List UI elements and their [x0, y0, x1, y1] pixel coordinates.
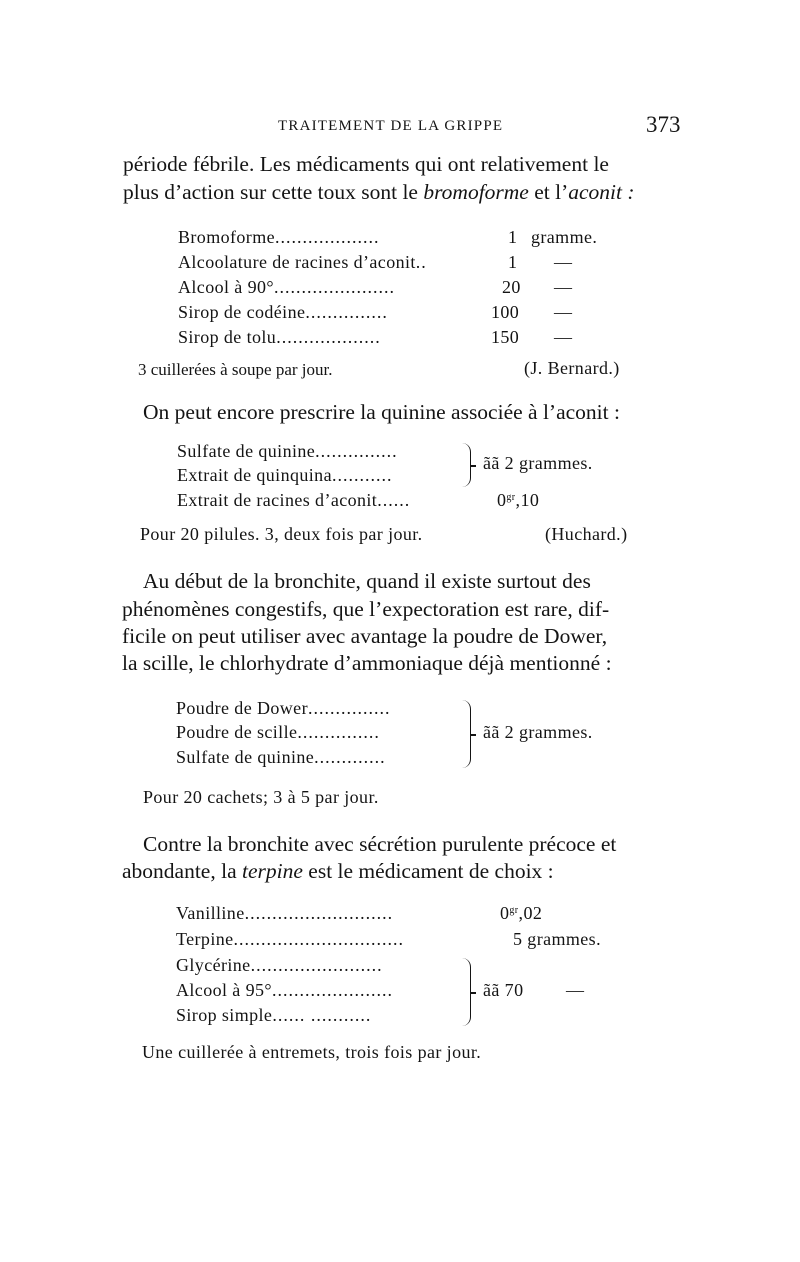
rx4-row-name: Sirop simple...... ........... [176, 1005, 372, 1025]
intro-line-2 [123, 180, 635, 205]
rx2-row-qty: $0^{gr},10$ [497, 490, 540, 510]
rx4-row-name: Glycérine........................ [176, 955, 383, 975]
intro-line-2-pre: plus d’action sur cette toux sont le [123, 180, 424, 204]
intro-line-1: période fébrile. Les médicaments qui ont relativement le [123, 152, 609, 176]
paragraph-3-line-2: phénomènes congestifs, que l’expectoration est rare, dif- [122, 597, 610, 621]
rx1-row-qty: 1 [508, 227, 518, 247]
rx1-row-unit: — [554, 277, 573, 297]
rx2-brace-qty: ãã 2 grammes. [483, 453, 593, 473]
paragraph-4-line-2-post: est le médicament de choix : [302, 859, 554, 883]
rx4-row-qty: $0^{gr},02$ [500, 903, 543, 923]
rx4-brace [462, 958, 471, 1026]
page-number: 373 [646, 112, 681, 137]
paragraph-4-emphasis-terpine: terpine [242, 859, 303, 883]
rx4-dosage: Une cuillerée à entremets, trois fois par jour. [142, 1042, 482, 1062]
rx1-row-name: Sirop de codéine............... [178, 302, 388, 322]
paragraph-2-line-1: On peut encore prescrire la quinine associée à l’aconit : [143, 400, 620, 424]
rx4-row-name: Alcool à 95°...................... [176, 980, 393, 1000]
rx3-row-name: Poudre de scille............... [176, 722, 380, 742]
rx1-row-unit: — [554, 252, 573, 272]
rx4-row-name: Vanilline........................... [176, 903, 394, 923]
paragraph-3-line-1: Au début de la bronchite, quand il existe surtout des [143, 569, 591, 593]
rx4-brace-qty: ãã 70 [483, 980, 524, 1000]
paragraph-4-line-2 [122, 859, 554, 884]
rx1-row-qty: 1 [508, 252, 518, 272]
rx2-row-name: Extrait de quinquina........... [177, 465, 393, 485]
rx1-row-qty: 20 [502, 277, 521, 297]
paragraph-3-line-4: la scille, le chlorhydrate d’ammoniaque déjà mentionné : [122, 651, 612, 675]
rx1-row-name: Sirop de tolu................... [178, 327, 381, 347]
running-title: TRAITEMENT DE LA GRIPPE [278, 118, 504, 134]
rx1-row-name: Alcoolature de racines d’aconit.. [178, 252, 427, 272]
rx3-dosage: Pour 20 cachets; 3 à 5 par jour. [143, 787, 379, 807]
rx4-row-qty: 5 grammes. [513, 929, 601, 949]
intro-line-2-mid: et l’ [528, 180, 569, 204]
rx1-row-qty: 100 [491, 302, 520, 322]
rx2-brace [462, 443, 471, 487]
rx3-row-name: Poudre de Dower............... [176, 698, 391, 718]
rx1-row-unit: — [554, 302, 573, 322]
rx3-brace [462, 700, 471, 768]
rx3-row-name: Sulfate de quinine............. [176, 747, 386, 767]
rx1-row-unit: — [554, 327, 573, 347]
intro-emphasis-aconit: aconit : [568, 180, 635, 204]
rx1-row-name: Bromoforme................... [178, 227, 380, 247]
rx1-row-qty: 150 [491, 327, 520, 347]
rx1-row-name: Alcool à 90°...................... [178, 277, 395, 297]
rx1-author: (J. Bernard.) [524, 358, 620, 378]
rx1-dosage: 3 cuillerées à soupe par jour. [138, 360, 333, 379]
intro-emphasis-bromoforme: bromoforme [423, 180, 529, 204]
rx2-dosage: Pour 20 pilules. 3, deux fois par jour. [140, 524, 423, 544]
rx2-author: (Huchard.) [545, 524, 628, 544]
paragraph-4-line-2-pre: abondante, la [122, 859, 242, 883]
rx1-row-unit: gramme. [531, 227, 598, 247]
rx2-row-name: Sulfate de quinine............... [177, 441, 398, 461]
rx4-brace-unit: — [566, 980, 585, 1000]
paragraph-4-line-1: Contre la bronchite avec sécrétion purulente précoce et [143, 832, 617, 856]
rx2-row-name: Extrait de racines d’aconit...... [177, 490, 411, 510]
rx3-brace-qty: ãã 2 grammes. [483, 722, 593, 742]
rx4-row-name: Terpine............................... [176, 929, 405, 949]
paragraph-3-line-3: ficile on peut utiliser avec avantage la poudre de Dower, [122, 624, 608, 648]
